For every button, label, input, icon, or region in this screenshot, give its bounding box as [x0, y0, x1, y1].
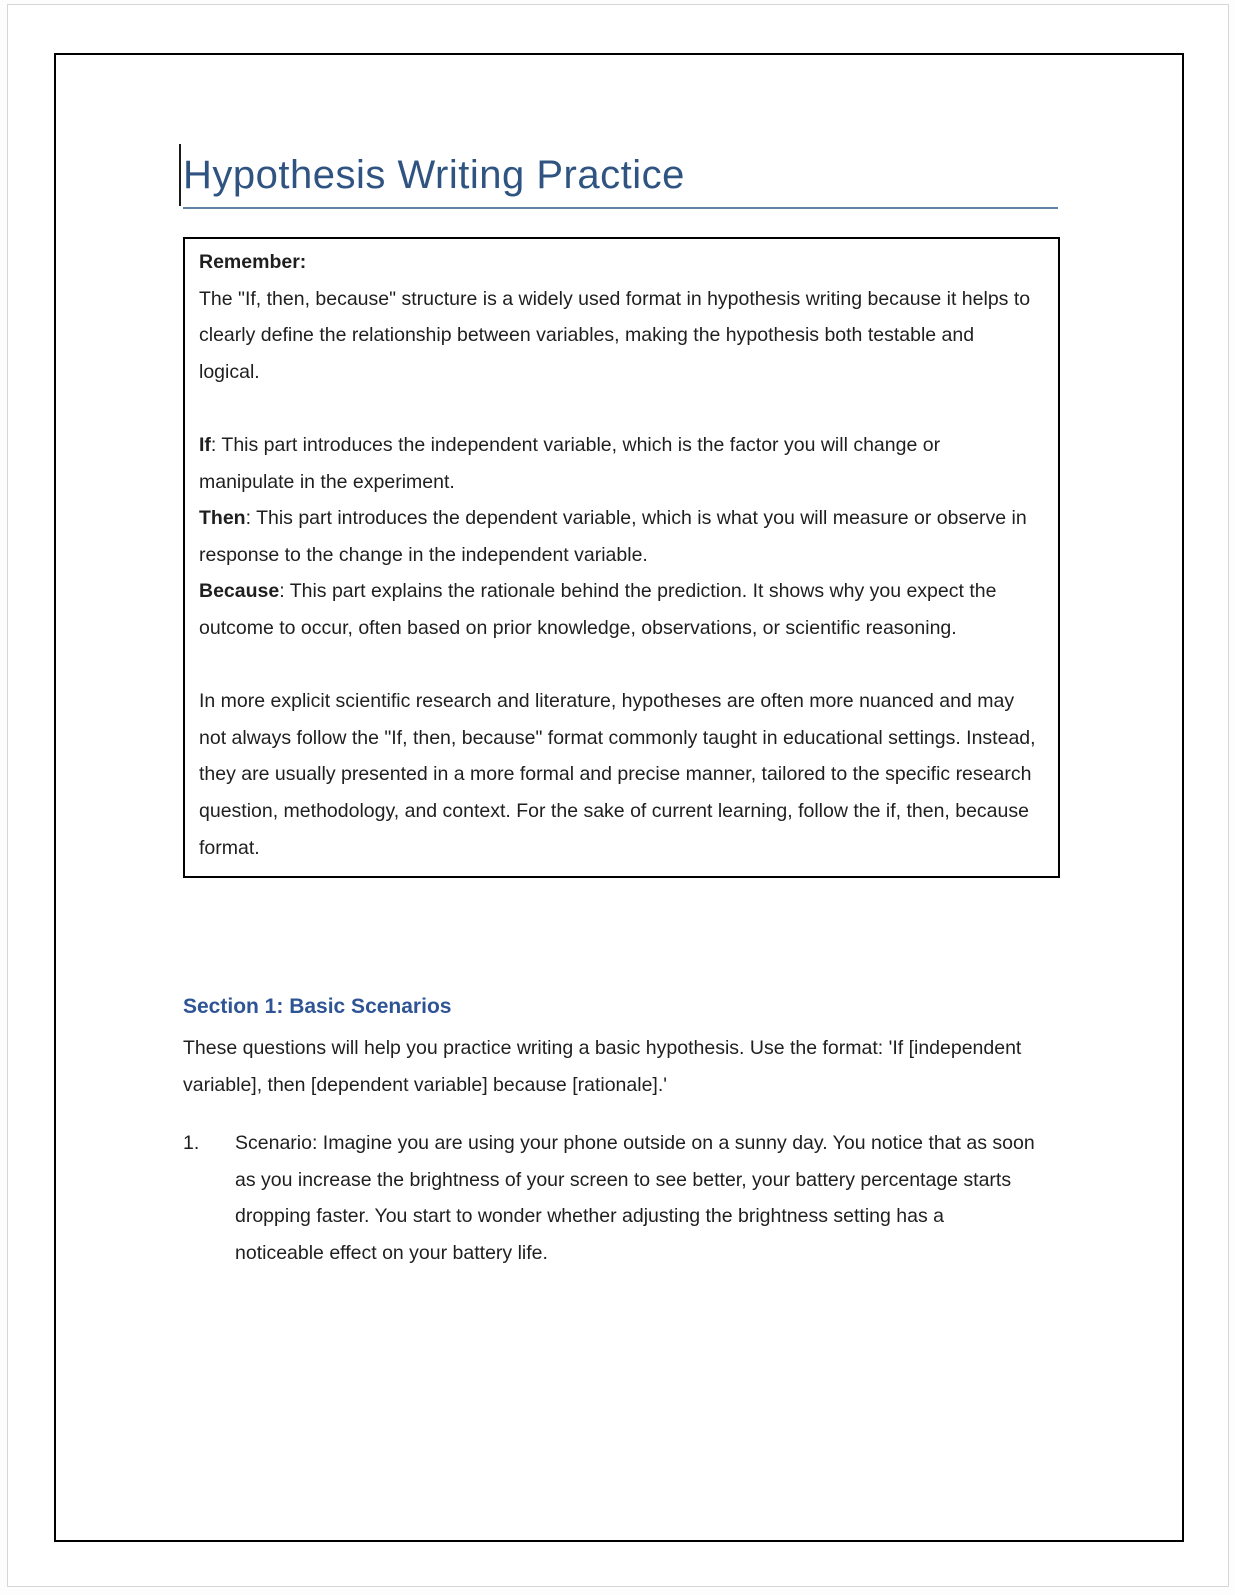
section-1-intro: These questions will help you practice writing a basic hypothesis. Use the format: 'If [independent variable], then [dependent variable] because [rationale].'	[183, 1037, 1022, 1096]
remember-box	[183, 237, 1060, 878]
term-then-label: Then	[199, 507, 246, 530]
term-if-paragraph	[199, 427, 1036, 500]
remember-intro-paragraph: The "If, then, because" structure is a widely used format in hypothesis writing because it helps to clearly define the relationship between variables, making the hypothesis both testable and logical.	[199, 287, 1031, 383]
page-content	[56, 55, 1182, 1272]
term-because-paragraph	[199, 573, 1036, 646]
term-because-label: Because	[199, 580, 280, 603]
remember-closing-paragraph: In more explicit scientific research and literature, hypotheses are often more nuanced and may not always follow the "If, then, because" format commonly taught in educational settings. Instead, they are usually presented in a more formal and precise manner, tailored to the specific research question, methodology, and context. For the sake of current learning, follow the if, then, because format.	[199, 690, 1036, 859]
remember-heading: Remember:	[199, 251, 307, 273]
blank-line	[199, 647, 1036, 684]
page	[7, 4, 1229, 1587]
numbered-list-item	[183, 1125, 1060, 1271]
section-1-heading: Section 1: Basic Scenarios	[183, 995, 452, 1019]
title-block	[183, 151, 1058, 209]
document-title: Hypothesis Writing Practice	[183, 153, 685, 197]
page-border	[54, 53, 1184, 1542]
blank-line	[199, 390, 1036, 427]
term-because-text: : This part explains the rationale behind the prediction. It shows why you expect the outcome to occur, often based on prior knowledge, observations, or scientific reasoning.	[199, 580, 997, 639]
term-then-text: : This part introduces the dependent variable, which is what you will measure or observe in response to the change in the independent variable.	[199, 507, 1027, 566]
list-item-text: Scenario: Imagine you are using your phone outside on a sunny day. You notice that as soon as you increase the brightness of your screen to see better, your battery percentage starts dropping faster. You start to wonder whether adjusting the brightness setting has a noticeable effect on your battery life.	[235, 1132, 1035, 1265]
text-caret	[179, 144, 181, 206]
term-if-text: : This part introduces the independent variable, which is the factor you will change or manipulate in the experiment.	[199, 433, 941, 493]
term-then-paragraph	[199, 500, 1036, 573]
list-item-number: 1.	[183, 1132, 200, 1155]
term-if-label: If	[199, 433, 211, 456]
